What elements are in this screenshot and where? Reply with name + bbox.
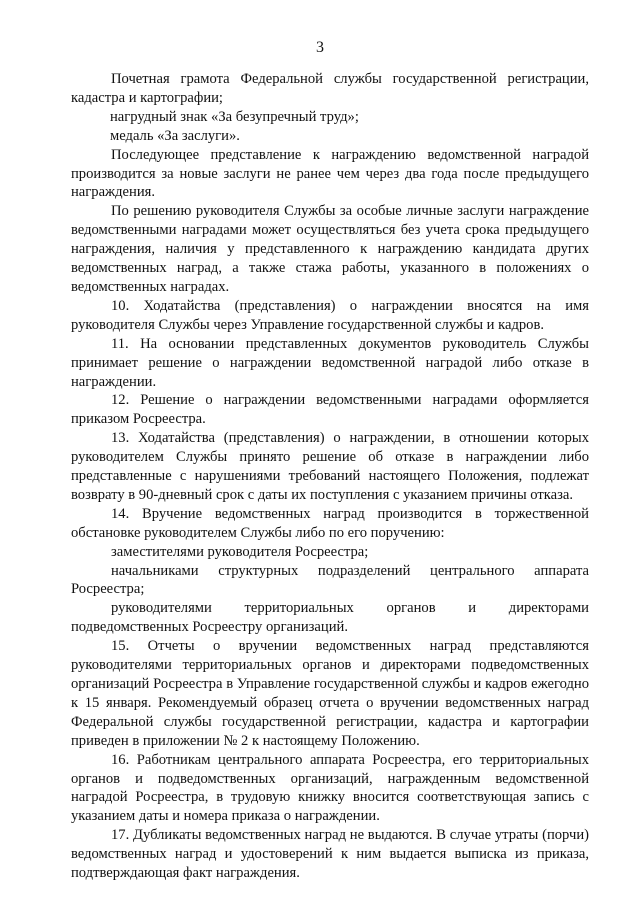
- paragraph-award-list-badge: нагрудный знак «За безупречный труд»;: [110, 108, 359, 125]
- paragraph-special-merit: По решению руководителя Службы за особые личные заслуги награждение ведомственными наградами может осуществляться без учета срока предыдущего награждения, наличия у представленного к награждению кандидата других ведомственных наград, а также стажа работы, указанного в положениях о ведомственных наградах.: [71, 203, 589, 295]
- paragraph-item-14-deputies: заместителями руководителя Росреестра;: [111, 543, 369, 560]
- document-body: [71, 70, 589, 883]
- paragraph-item-14: 14. Вручение ведомственных наград производится в торжественной обстановке руководителем Службы либо по его поручению:: [71, 505, 589, 541]
- paragraph-item-13: 13. Ходатайства (представления) о награждении, в отношении которых руководителем Службы принято решение об отказе в награждении либо представленные с нарушениями требований настоящего Положения, подлежат возврату в 90-дневный срок с даты их поступления с указанием причины отказа.: [71, 430, 589, 503]
- paragraph-item-15: 15. Отчеты о вручении ведомственных наград представляются руководителями территориальных органов и директорами подведомственных организаций Росреестра в Управление государственной службы и кадров ежегодно к 15 января. Рекомендуемый образец отчета о вручении ведомственных наград Федеральной службы государственной регистрации, кадастра и картографии приведен в приложении № 2 к настоящему Положению.: [71, 638, 589, 749]
- paragraph-item-12: 12. Решение о награждении ведомственными наградами оформляется приказом Росреестра.: [71, 392, 589, 428]
- paragraph-item-14-heads: начальниками структурных подразделений центрального аппарата Росреестра;: [71, 562, 589, 598]
- paragraph-subsequent-award: Последующее представление к награждению ведомственной наградой производится за новые заслуги не ранее чем через два года после предыдущего награждения.: [71, 146, 589, 201]
- paragraph-item-11: 11. На основании представленных документов руководитель Службы принимает решение о награждении ведомственной наградой либо отказе в награждении.: [71, 335, 589, 390]
- paragraph-item-10: 10. Ходатайства (представления) о награждении вносятся на имя руководителя Службы через Управление государственной службы и кадров.: [71, 297, 589, 333]
- page-number: 3: [316, 39, 324, 56]
- paragraph-item-16: 16. Работникам центрального аппарата Росреестра, его территориальных органов и подведомственных организаций, награжденным ведомственной наградой Росреестра, в трудовую книжку вносится соответствующая запись с указанием даты и номера приказа о награждении.: [71, 751, 589, 825]
- paragraph-item-17: 17. Дубликаты ведомственных наград не выдаются. В случае утраты (порчи) ведомственных наград и удостоверений к ним выдается выписка из приказа, подтверждающая факт награждения.: [71, 827, 589, 882]
- paragraph-award-list-medal: медаль «За заслуги».: [110, 127, 240, 144]
- paragraph-award-list-certificate: Почетная грамота Федеральной службы государственной регистрации, кадастра и картографии;: [71, 71, 589, 106]
- paragraph-item-14-directors: руководителями территориальных органов и директорами подведомственных Росреестру организаций.: [71, 600, 589, 636]
